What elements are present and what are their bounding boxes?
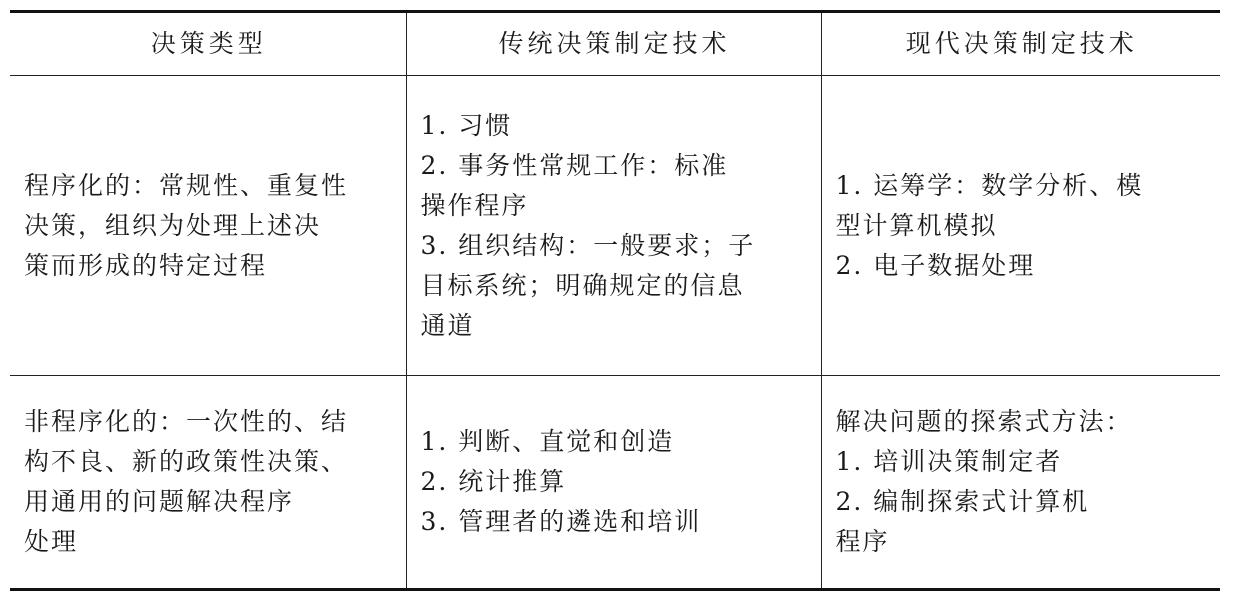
cell-line: 1. 判断、直觉和创造 bbox=[420, 427, 675, 456]
cell-line: 决策，组织为处理上述决 bbox=[24, 210, 322, 240]
cell-line: 策而形成的特定过程 bbox=[24, 250, 268, 280]
cell-line: 3. 组织结构：一般要求；子 bbox=[420, 230, 756, 260]
table-row-non-programmed bbox=[10, 376, 1220, 590]
cell-line: 构不良、新的政策性决策、 bbox=[24, 447, 349, 476]
table-row-programmed bbox=[10, 76, 1220, 376]
header-decision-type: 决策类型 bbox=[10, 12, 406, 76]
cell-line: 程序 bbox=[835, 527, 890, 556]
cell-line: 通道 bbox=[420, 310, 475, 340]
cell-line: 处理 bbox=[24, 527, 79, 556]
table-header-row bbox=[10, 12, 1220, 76]
header-modern-techniques: 现代决策制定技术 bbox=[821, 12, 1220, 76]
decision-techniques-table bbox=[10, 10, 1220, 591]
cell-line: 型计算机模拟 bbox=[835, 210, 998, 240]
cell-line: 1. 习惯 bbox=[420, 110, 513, 140]
cell-line: 1. 培训决策制定者 bbox=[835, 447, 1063, 476]
cell-line: 2. 编制探索式计算机 bbox=[835, 487, 1090, 516]
cell-line: 2. 事务性常规工作：标准 bbox=[420, 150, 729, 180]
cell-line: 非程序化的：一次性的、结 bbox=[24, 407, 349, 436]
cell-programmed-traditional bbox=[406, 76, 821, 376]
cell-line: 3. 管理者的遴选和培训 bbox=[420, 507, 702, 536]
cell-non-programmed-traditional bbox=[406, 376, 821, 590]
cell-line: 操作程序 bbox=[420, 190, 529, 220]
cell-line: 程序化的：常规性、重复性 bbox=[24, 170, 349, 200]
cell-programmed-type bbox=[10, 76, 406, 376]
cell-line: 2. 电子数据处理 bbox=[835, 250, 1036, 280]
cell-programmed-modern bbox=[821, 76, 1220, 376]
cell-line: 目标系统；明确规定的信息 bbox=[420, 270, 745, 300]
cell-non-programmed-modern bbox=[821, 376, 1220, 590]
cell-line: 1. 运筹学：数学分析、模 bbox=[835, 170, 1144, 200]
cell-line: 解决问题的探索式方法： bbox=[835, 407, 1133, 436]
cell-line: 2. 统计推算 bbox=[420, 467, 567, 496]
cell-non-programmed-type bbox=[10, 376, 406, 590]
header-traditional-techniques: 传统决策制定技术 bbox=[406, 12, 821, 76]
cell-line: 用通用的问题解决程序 bbox=[24, 487, 295, 516]
